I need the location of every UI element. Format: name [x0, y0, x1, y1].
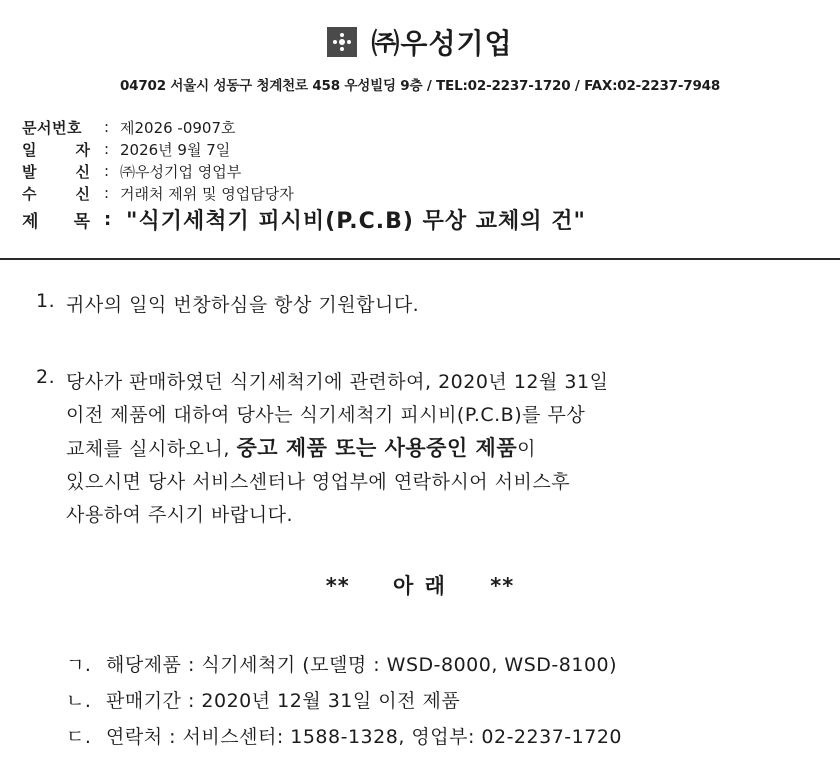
subject-label: 제 목 — [22, 211, 90, 232]
emphasis-text: 중고 제품 또는 사용중인 제품 — [236, 436, 518, 460]
recipient-row: 수 신 : 거래처 제위 및 영업담당자 — [22, 184, 294, 203]
company-header — [0, 22, 840, 62]
date-row: 일 자 : 2026년 9월 7일 — [22, 140, 231, 159]
paragraph-1 — [36, 290, 419, 317]
paragraph-1-number: 1. — [36, 290, 56, 312]
paragraph-1-text: 귀사의 일익 번창하심을 항상 기원합니다. — [66, 294, 420, 316]
company-name: ㈜우성기업 — [371, 27, 513, 60]
list-item: ㄱ. 해당제품 : 식기세척기 (모델명 : WSD-8000, WSD-8100) — [66, 653, 618, 676]
header-divider — [0, 258, 840, 260]
document-meta — [22, 116, 822, 234]
notice-word: 아 래 — [393, 574, 447, 598]
paragraph-2 — [36, 366, 608, 532]
sender-value: ㈜우성기업 영업부 — [120, 162, 242, 181]
list-item: ㄷ. 연락처 : 서비스센터: 1588-1328, 영업부: 02-2237-1720 — [66, 725, 622, 748]
date-label: 일 자 — [22, 140, 90, 159]
paragraph-2-number: 2. — [36, 366, 56, 388]
company-address: 04702 서울시 성동구 청계천로 458 우성빌딩 9층 / TEL:02-2237-1720 / FAX:02-2237-7948 — [119, 78, 721, 94]
list-item: ㄴ. 판매기간 : 2020년 12월 31일 이전 제품 — [66, 689, 461, 712]
date-value: 2026년 9월 7일 — [120, 140, 231, 159]
detail-list — [66, 645, 622, 753]
sender-label: 발 신 — [22, 162, 90, 181]
paragraph-2-text: 당사가 판매하였던 식기세척기에 관련하여, 2020년 12월 31일 이전 제품에 대하여 당사는 식기세척기 피시비(P.C.B)를 무상 교체를 실시하오니, 중고 제품 또는 사용중인 제품이 있으시면 당사 서비스센터나 영업부에 연락하시어 서비스후 사용하여 주시기 바랍니다. — [66, 371, 609, 526]
subject-value: "식기세척기 피시비(P.C.B) 무상 교체의 건" — [126, 208, 586, 234]
doc-number-label: 문서번호 — [22, 118, 82, 137]
recipient-value: 거래처 제위 및 영업담당자 — [120, 184, 294, 203]
notice-heading: ** 아 래 ** — [325, 574, 515, 598]
company-logo-icon — [327, 27, 357, 57]
sender-row: 발 신 : ㈜우성기업 영업부 — [22, 162, 242, 181]
doc-number-row: 문서번호 : 제2026 -0907호 — [22, 118, 236, 137]
doc-number-value: 제2026 -0907호 — [120, 118, 236, 137]
recipient-label: 수 신 — [22, 184, 90, 203]
subject-row: 제 목 : "식기세척기 피시비(P.C.B) 무상 교체의 건" — [22, 204, 822, 234]
